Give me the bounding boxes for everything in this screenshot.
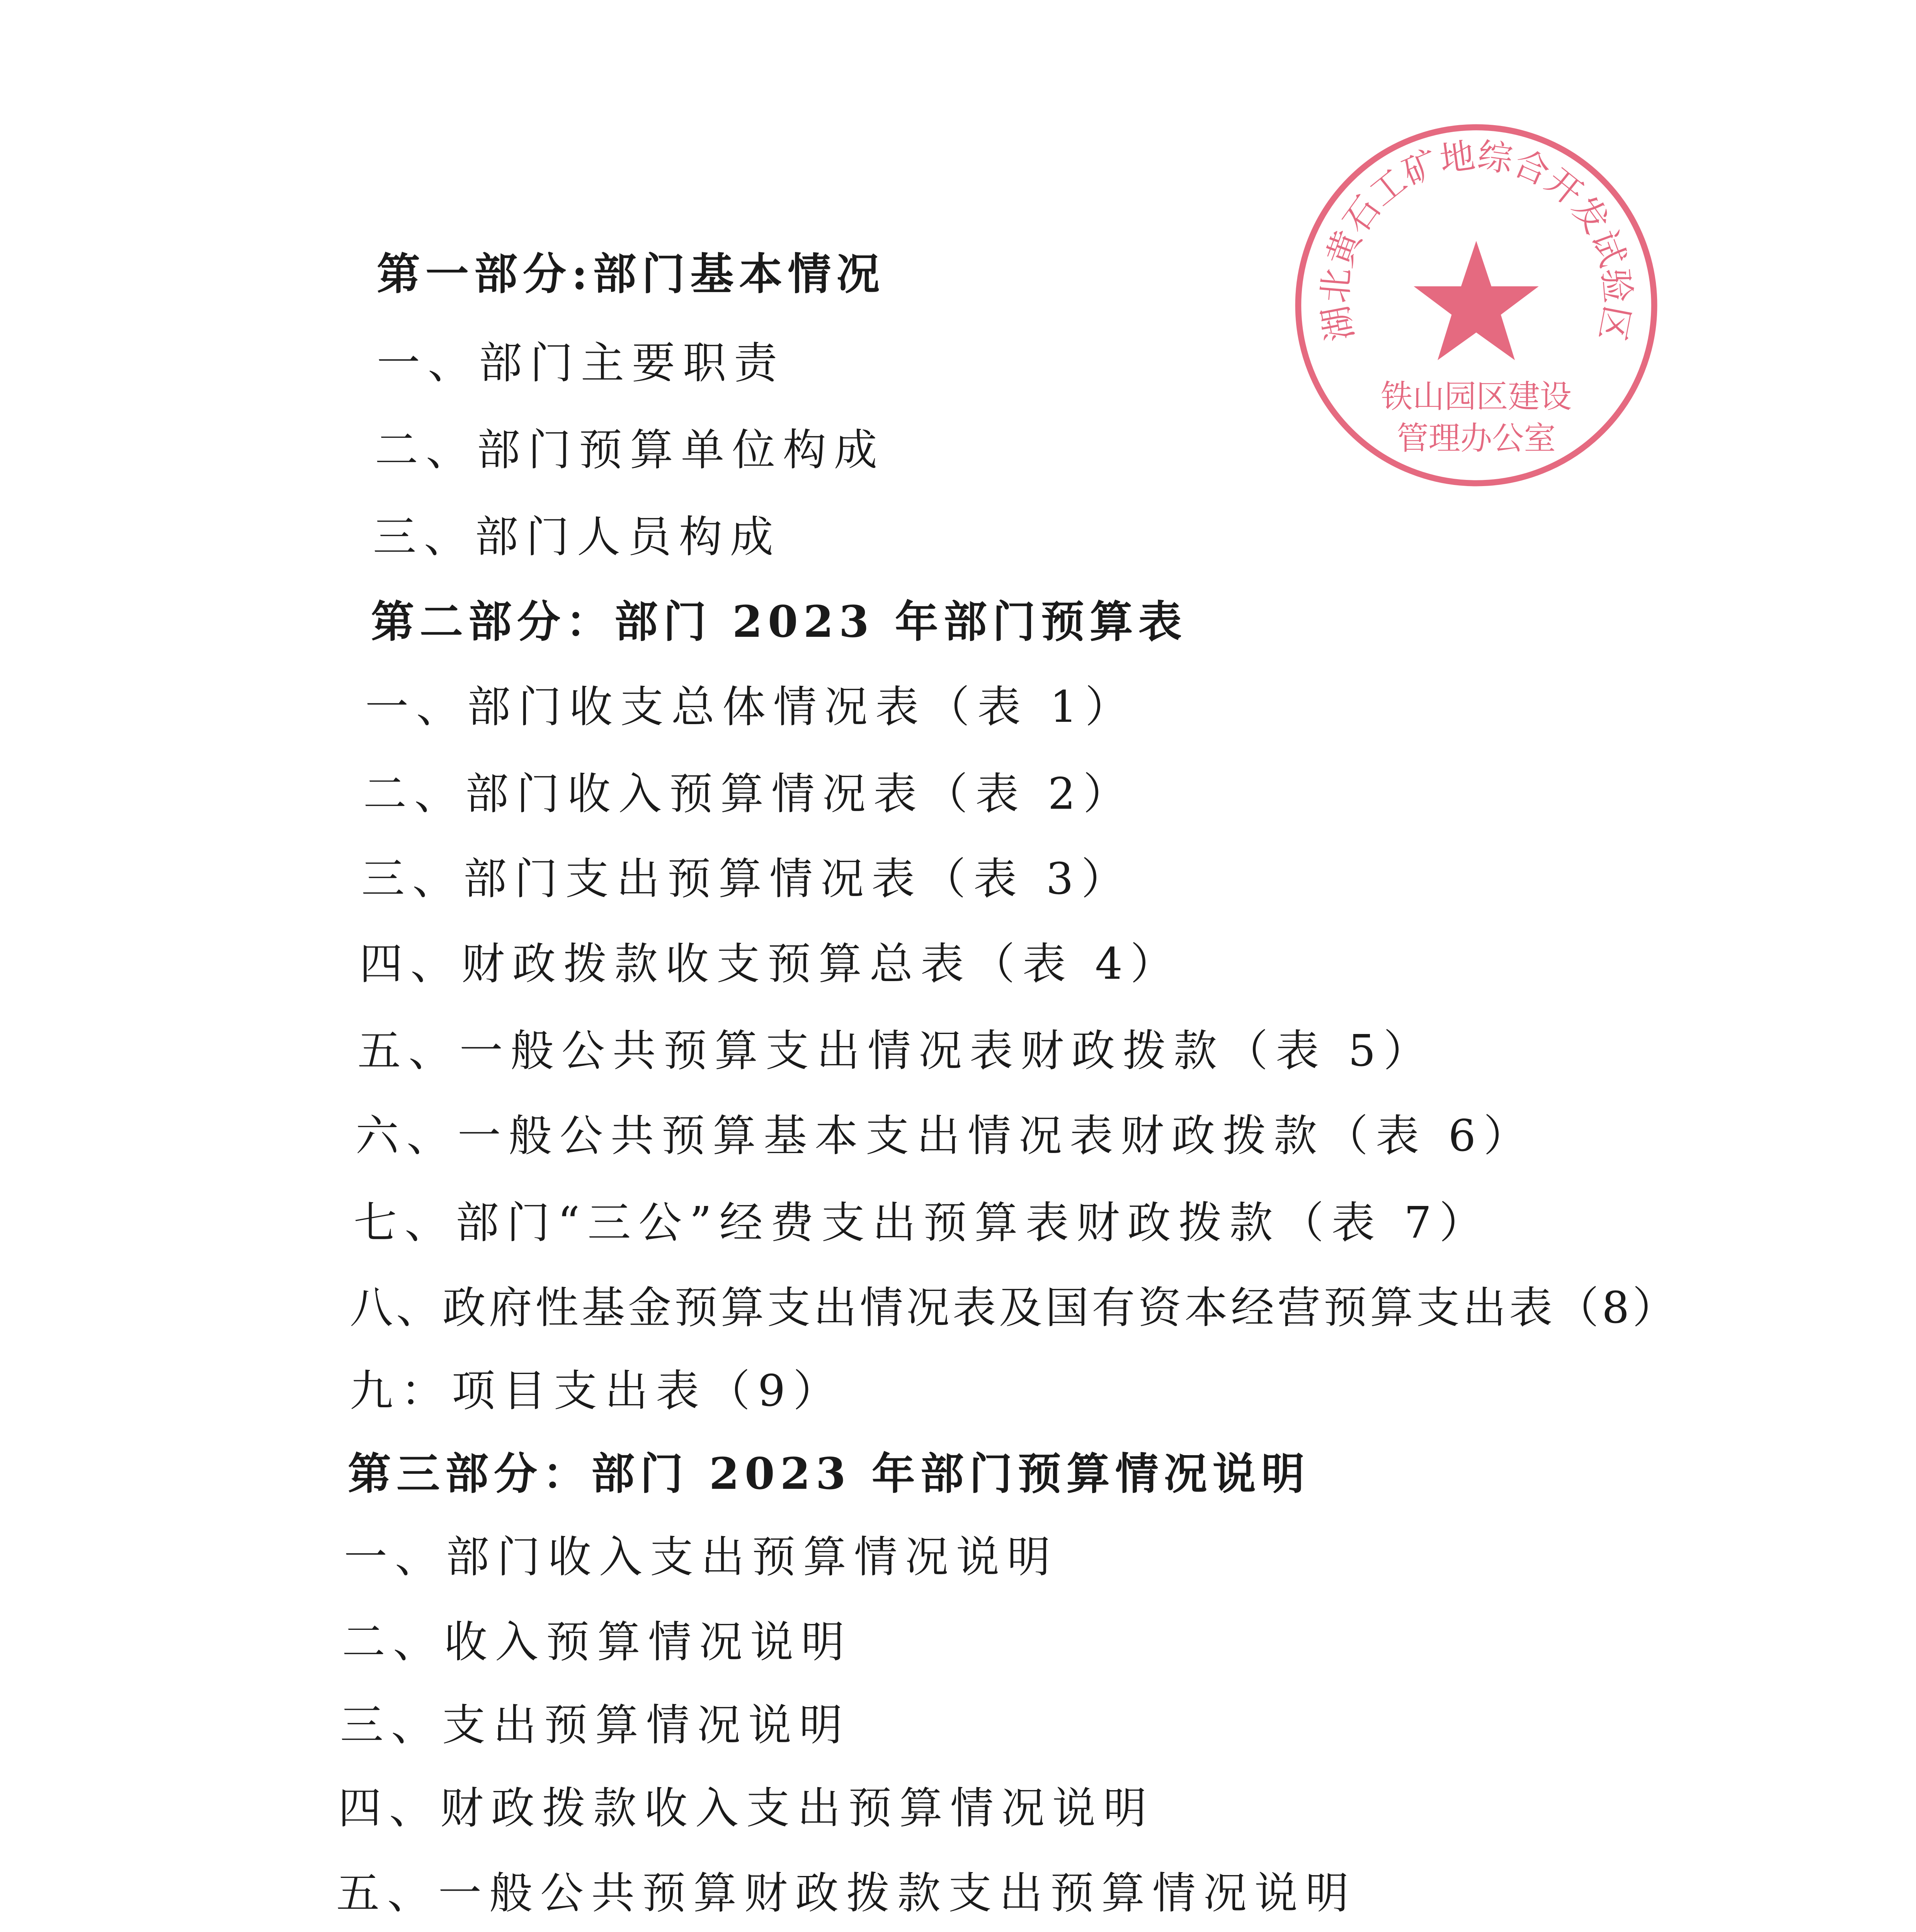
seal-outer-text: 湖北黄石工矿地综合开发试验区 bbox=[1315, 136, 1637, 344]
part3-item-4: 四、财政拨款收入支出预算情况说明 bbox=[338, 1783, 1154, 1833]
seal-star-icon bbox=[1414, 241, 1538, 360]
part3-item-3: 三、支出预算情况说明 bbox=[340, 1700, 850, 1750]
part2-item-3: 三、部门支出预算情况表（表 3） bbox=[361, 854, 1132, 904]
part3-item-5: 五、一般公共预算财政拨款支出预算情况说明 bbox=[336, 1868, 1356, 1918]
part2-item-1: 一、部门收支总体情况表（表 1） bbox=[365, 682, 1136, 732]
part3-item-2: 二、收入预算情况说明 bbox=[342, 1617, 852, 1667]
seal-inner-line2: 管理办公室 bbox=[1397, 421, 1556, 456]
part3-item-1: 一、部门收入支出预算情况说明 bbox=[344, 1532, 1058, 1582]
part1-item-1: 一、部门主要职责 bbox=[377, 338, 785, 388]
part2-heading: 第二部分：部门 2023 年部门预算表 bbox=[371, 597, 1187, 647]
part2-item-2: 二、部门收入预算情况表（表 2） bbox=[363, 769, 1134, 819]
part1-item-2: 二、部门预算单位构成 bbox=[375, 425, 885, 475]
part1-item-3: 三、部门人员构成 bbox=[373, 512, 781, 562]
part2-item-7: 七、部门“三公”经费支出预算表财政拨款（表 7） bbox=[354, 1198, 1491, 1248]
part2-item-5: 五、一般公共预算支出情况表财政拨款（表 5） bbox=[357, 1026, 1434, 1076]
part2-item-6: 六、一般公共预算基本支出情况表财政拨款（表 6） bbox=[356, 1111, 1535, 1161]
part1-heading: 第一部分:部门基本情况 bbox=[377, 249, 885, 299]
seal-inner-line1: 铁山园区建设 bbox=[1381, 379, 1572, 415]
part2-item-8: 八、政府性基金预算支出情况表及国有资本经营预算支出表（8） bbox=[350, 1283, 1679, 1333]
part2-item-4: 四、财政拨款收支预算总表（表 4） bbox=[359, 939, 1181, 989]
part2-item-9: 九：项目支出表（9） bbox=[350, 1366, 844, 1416]
official-seal bbox=[1287, 116, 1666, 495]
part3-heading: 第三部分：部门 2023 年部门预算情况说明 bbox=[348, 1449, 1310, 1499]
